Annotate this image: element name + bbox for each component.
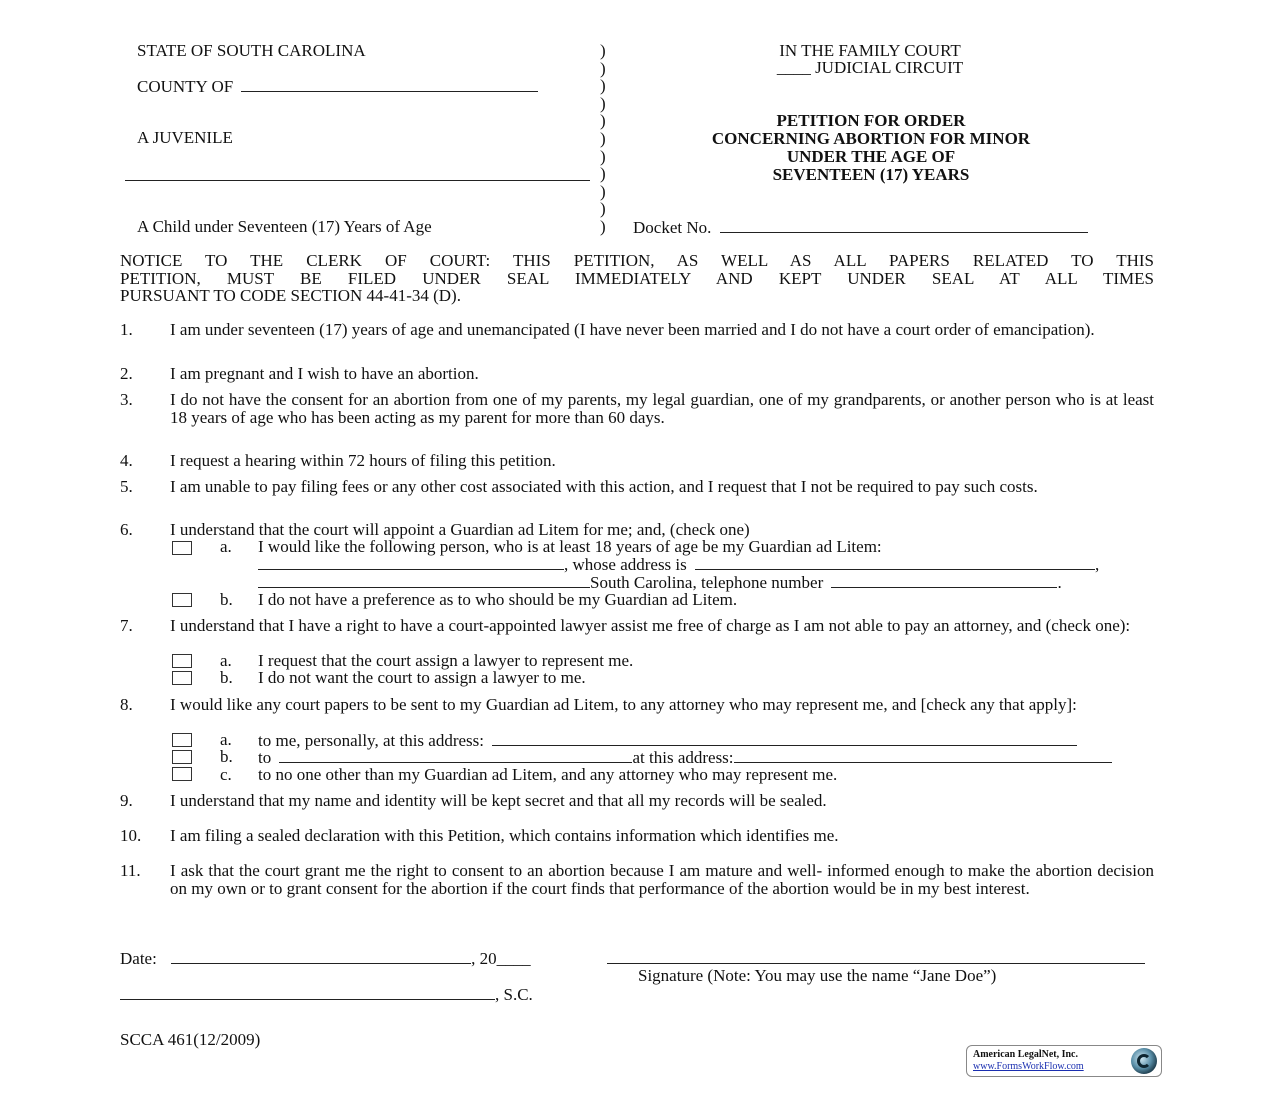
item-text: I am pregnant and I wish to have an abortion. bbox=[170, 364, 479, 383]
circuit-blank[interactable]: ____ bbox=[776, 58, 811, 77]
paren: ) bbox=[600, 111, 606, 131]
paren: ) bbox=[600, 216, 606, 236]
paren: ) bbox=[600, 181, 606, 201]
option-8a-text: to me, personally, at this address: bbox=[258, 731, 484, 750]
paren: ) bbox=[600, 164, 606, 184]
checkbox-7a[interactable] bbox=[172, 654, 192, 668]
option-letter: b. bbox=[220, 590, 233, 609]
notice-line: NOTICE TO THE CLERK OF COURT: THIS PETITION, AS WELL AS ALL PAPERS RELATED TO THIS bbox=[120, 251, 1154, 270]
gal-name-address-row bbox=[258, 555, 1099, 574]
paren: ) bbox=[600, 76, 606, 96]
item-4 bbox=[120, 452, 1154, 470]
option-letter: a. bbox=[220, 730, 232, 749]
state-label: STATE OF SOUTH CAROLINA bbox=[137, 41, 366, 60]
child-description: A Child under Seventeen (17) Years of Age bbox=[137, 217, 432, 236]
docket-number-field[interactable] bbox=[720, 218, 1088, 233]
form-id: SCCA 461(12/2009) bbox=[120, 1030, 261, 1049]
option-7a-text: I request that the court assign a lawyer to represent me. bbox=[258, 651, 634, 670]
period: . bbox=[1057, 573, 1062, 592]
option-letter: c. bbox=[220, 765, 232, 784]
option-8c-text: to no one other than my Guardian ad Litem, and any attorney who may represent me. bbox=[258, 765, 838, 784]
petition-title bbox=[640, 112, 1102, 184]
item-5 bbox=[120, 478, 1154, 496]
american-legalnet-logo[interactable] bbox=[966, 1045, 1162, 1077]
gal-city-field[interactable] bbox=[258, 573, 590, 588]
paren: ) bbox=[600, 93, 606, 113]
item-number: 7. bbox=[120, 616, 133, 635]
county-row bbox=[137, 77, 538, 96]
caption-divider bbox=[600, 42, 612, 236]
globe-icon bbox=[1131, 1048, 1157, 1074]
item-3 bbox=[120, 391, 1154, 426]
location-row bbox=[120, 985, 533, 1004]
item-2 bbox=[120, 365, 1154, 383]
option-8b-text: to bbox=[258, 748, 272, 767]
gal-name-field[interactable] bbox=[258, 555, 564, 570]
checkbox-8a[interactable] bbox=[172, 733, 192, 747]
checkbox-8b[interactable] bbox=[172, 750, 192, 764]
item-6 bbox=[120, 521, 1154, 539]
year-field[interactable]: ____ bbox=[496, 949, 531, 968]
item-text: I understand that my name and identity will be kept secret and that all my records will be sealed. bbox=[170, 791, 827, 810]
personal-address-field[interactable] bbox=[492, 731, 1077, 746]
paren: ) bbox=[600, 199, 606, 219]
item-text: I do not have the consent for an abortion from one of my parents, my legal guardian, one of my grandparents, or another person who is at least 18 years of age who has been acting as my parent for more than 60 days. bbox=[170, 390, 1154, 427]
item-text: I would like any court papers to be sent to my Guardian ad Litem, to any attorney who may represent me, and [check any that apply]: bbox=[170, 695, 1077, 714]
comma: , bbox=[1095, 555, 1100, 574]
option-letter: a. bbox=[220, 651, 232, 670]
docket-row bbox=[633, 218, 1088, 237]
option-6b-text: I do not have a preference as to who should be my Guardian ad Litem. bbox=[258, 590, 738, 609]
year-prefix: , 20 bbox=[471, 949, 497, 968]
item-number: 6. bbox=[120, 520, 133, 539]
juvenile-name-field[interactable] bbox=[125, 166, 590, 181]
logo-company: American LegalNet, Inc. bbox=[973, 1049, 1078, 1060]
title-line: SEVENTEEN (17) YEARS bbox=[772, 165, 970, 184]
paren: ) bbox=[600, 41, 606, 60]
title-line: CONCERNING ABORTION FOR MINOR bbox=[711, 129, 1031, 148]
docket-label: Docket No. bbox=[633, 218, 712, 237]
item-11 bbox=[120, 862, 1154, 897]
option-8b-row bbox=[258, 748, 1112, 767]
option-8a-row bbox=[258, 731, 1077, 750]
checkbox-7b[interactable] bbox=[172, 671, 192, 685]
signature-field[interactable] bbox=[607, 949, 1145, 964]
whose-address-label: , whose address is bbox=[564, 555, 687, 574]
signature-label: Signature (Note: You may use the name “Jane Doe”) bbox=[638, 966, 997, 985]
item-10 bbox=[120, 827, 1154, 845]
option-letter: b. bbox=[220, 747, 233, 766]
date-row bbox=[120, 949, 531, 968]
paren: ) bbox=[600, 128, 606, 148]
item-number: 9. bbox=[120, 791, 133, 810]
item-text: I am under seventeen (17) years of age and unemancipated (I have never been married and I do not have a court order of emancipation). bbox=[170, 320, 1095, 339]
item-number: 5. bbox=[120, 477, 133, 496]
recipient-address-field[interactable] bbox=[734, 748, 1112, 763]
date-label: Date: bbox=[120, 949, 157, 968]
notice-line: PETITION, MUST BE FILED UNDER SEAL IMMEDIATELY AND KEPT UNDER SEAL AT ALL TIMES bbox=[120, 268, 1154, 288]
item-number: 2. bbox=[120, 364, 133, 383]
item-text: I understand that I have a right to have a court-appointed lawyer assist me free of charge as I am not able to pay an attorney, and (check one): bbox=[170, 616, 1131, 635]
sc-telephone-label: South Carolina, telephone number bbox=[590, 573, 824, 592]
item-8 bbox=[120, 696, 1154, 714]
item-text: I ask that the court grant me the right to consent to an abortion because I am mature and well- informed enough to make the abortion decision on my own or to grant consent for the abortion if the court finds that performance of the abortion would be in my best interest. bbox=[170, 861, 1154, 898]
notice-line: PURSUANT TO CODE SECTION 44-41-34 (D). bbox=[120, 286, 461, 305]
title-line: PETITION FOR ORDER bbox=[776, 111, 966, 130]
item-text: I understand that the court will appoint a Guardian ad Litem for me; and, (check one) bbox=[170, 520, 750, 539]
county-label: COUNTY OF bbox=[137, 77, 234, 96]
gal-address-field[interactable] bbox=[695, 555, 1095, 570]
option-letter: b. bbox=[220, 668, 233, 687]
gal-city-phone-row bbox=[258, 573, 1062, 592]
county-field[interactable] bbox=[241, 77, 538, 92]
gal-telephone-field[interactable] bbox=[831, 573, 1057, 588]
circuit-row bbox=[660, 59, 1080, 77]
recipient-name-field[interactable] bbox=[279, 748, 632, 763]
location-field[interactable] bbox=[120, 985, 495, 1000]
court-name: IN THE FAMILY COURT bbox=[779, 41, 961, 60]
item-text: I request a hearing within 72 hours of filing this petition. bbox=[170, 451, 556, 470]
item-number: 1. bbox=[120, 320, 133, 339]
logo-link[interactable]: www.FormsWorkFlow.com bbox=[973, 1061, 1084, 1072]
item-1 bbox=[120, 321, 1154, 339]
option-letter: a. bbox=[220, 537, 232, 556]
checkbox-6a[interactable] bbox=[172, 541, 192, 555]
circuit-label: JUDICIAL CIRCUIT bbox=[815, 58, 964, 77]
item-number: 4. bbox=[120, 451, 133, 470]
title-line: UNDER THE AGE OF bbox=[786, 147, 956, 166]
paren: ) bbox=[600, 146, 606, 166]
paren: ) bbox=[600, 58, 606, 78]
juvenile-label: A JUVENILE bbox=[137, 128, 233, 147]
clerk-notice bbox=[120, 252, 1154, 305]
item-number: 3. bbox=[120, 390, 133, 409]
checkbox-6b[interactable] bbox=[172, 593, 192, 607]
date-field[interactable] bbox=[171, 949, 471, 964]
item-number: 11. bbox=[120, 861, 141, 880]
item-7 bbox=[120, 617, 1154, 635]
option-6a-text: I would like the following person, who is at least 18 years of age be my Guardian ad Litem: bbox=[258, 537, 882, 556]
item-number: 10. bbox=[120, 826, 142, 845]
item-text: I am filing a sealed declaration with this Petition, which contains information which identifies me. bbox=[170, 826, 839, 845]
checkbox-8c[interactable] bbox=[172, 767, 192, 781]
item-text: I am unable to pay filing fees or any other cost associated with this action, and I request that I not be required to pay such costs. bbox=[170, 477, 1038, 496]
item-9 bbox=[120, 792, 1154, 810]
at-address-label: at this address: bbox=[632, 748, 734, 767]
item-number: 8. bbox=[120, 695, 133, 714]
sc-label: , S.C. bbox=[495, 985, 533, 1004]
option-7b-text: I do not want the court to assign a lawyer to me. bbox=[258, 668, 586, 687]
